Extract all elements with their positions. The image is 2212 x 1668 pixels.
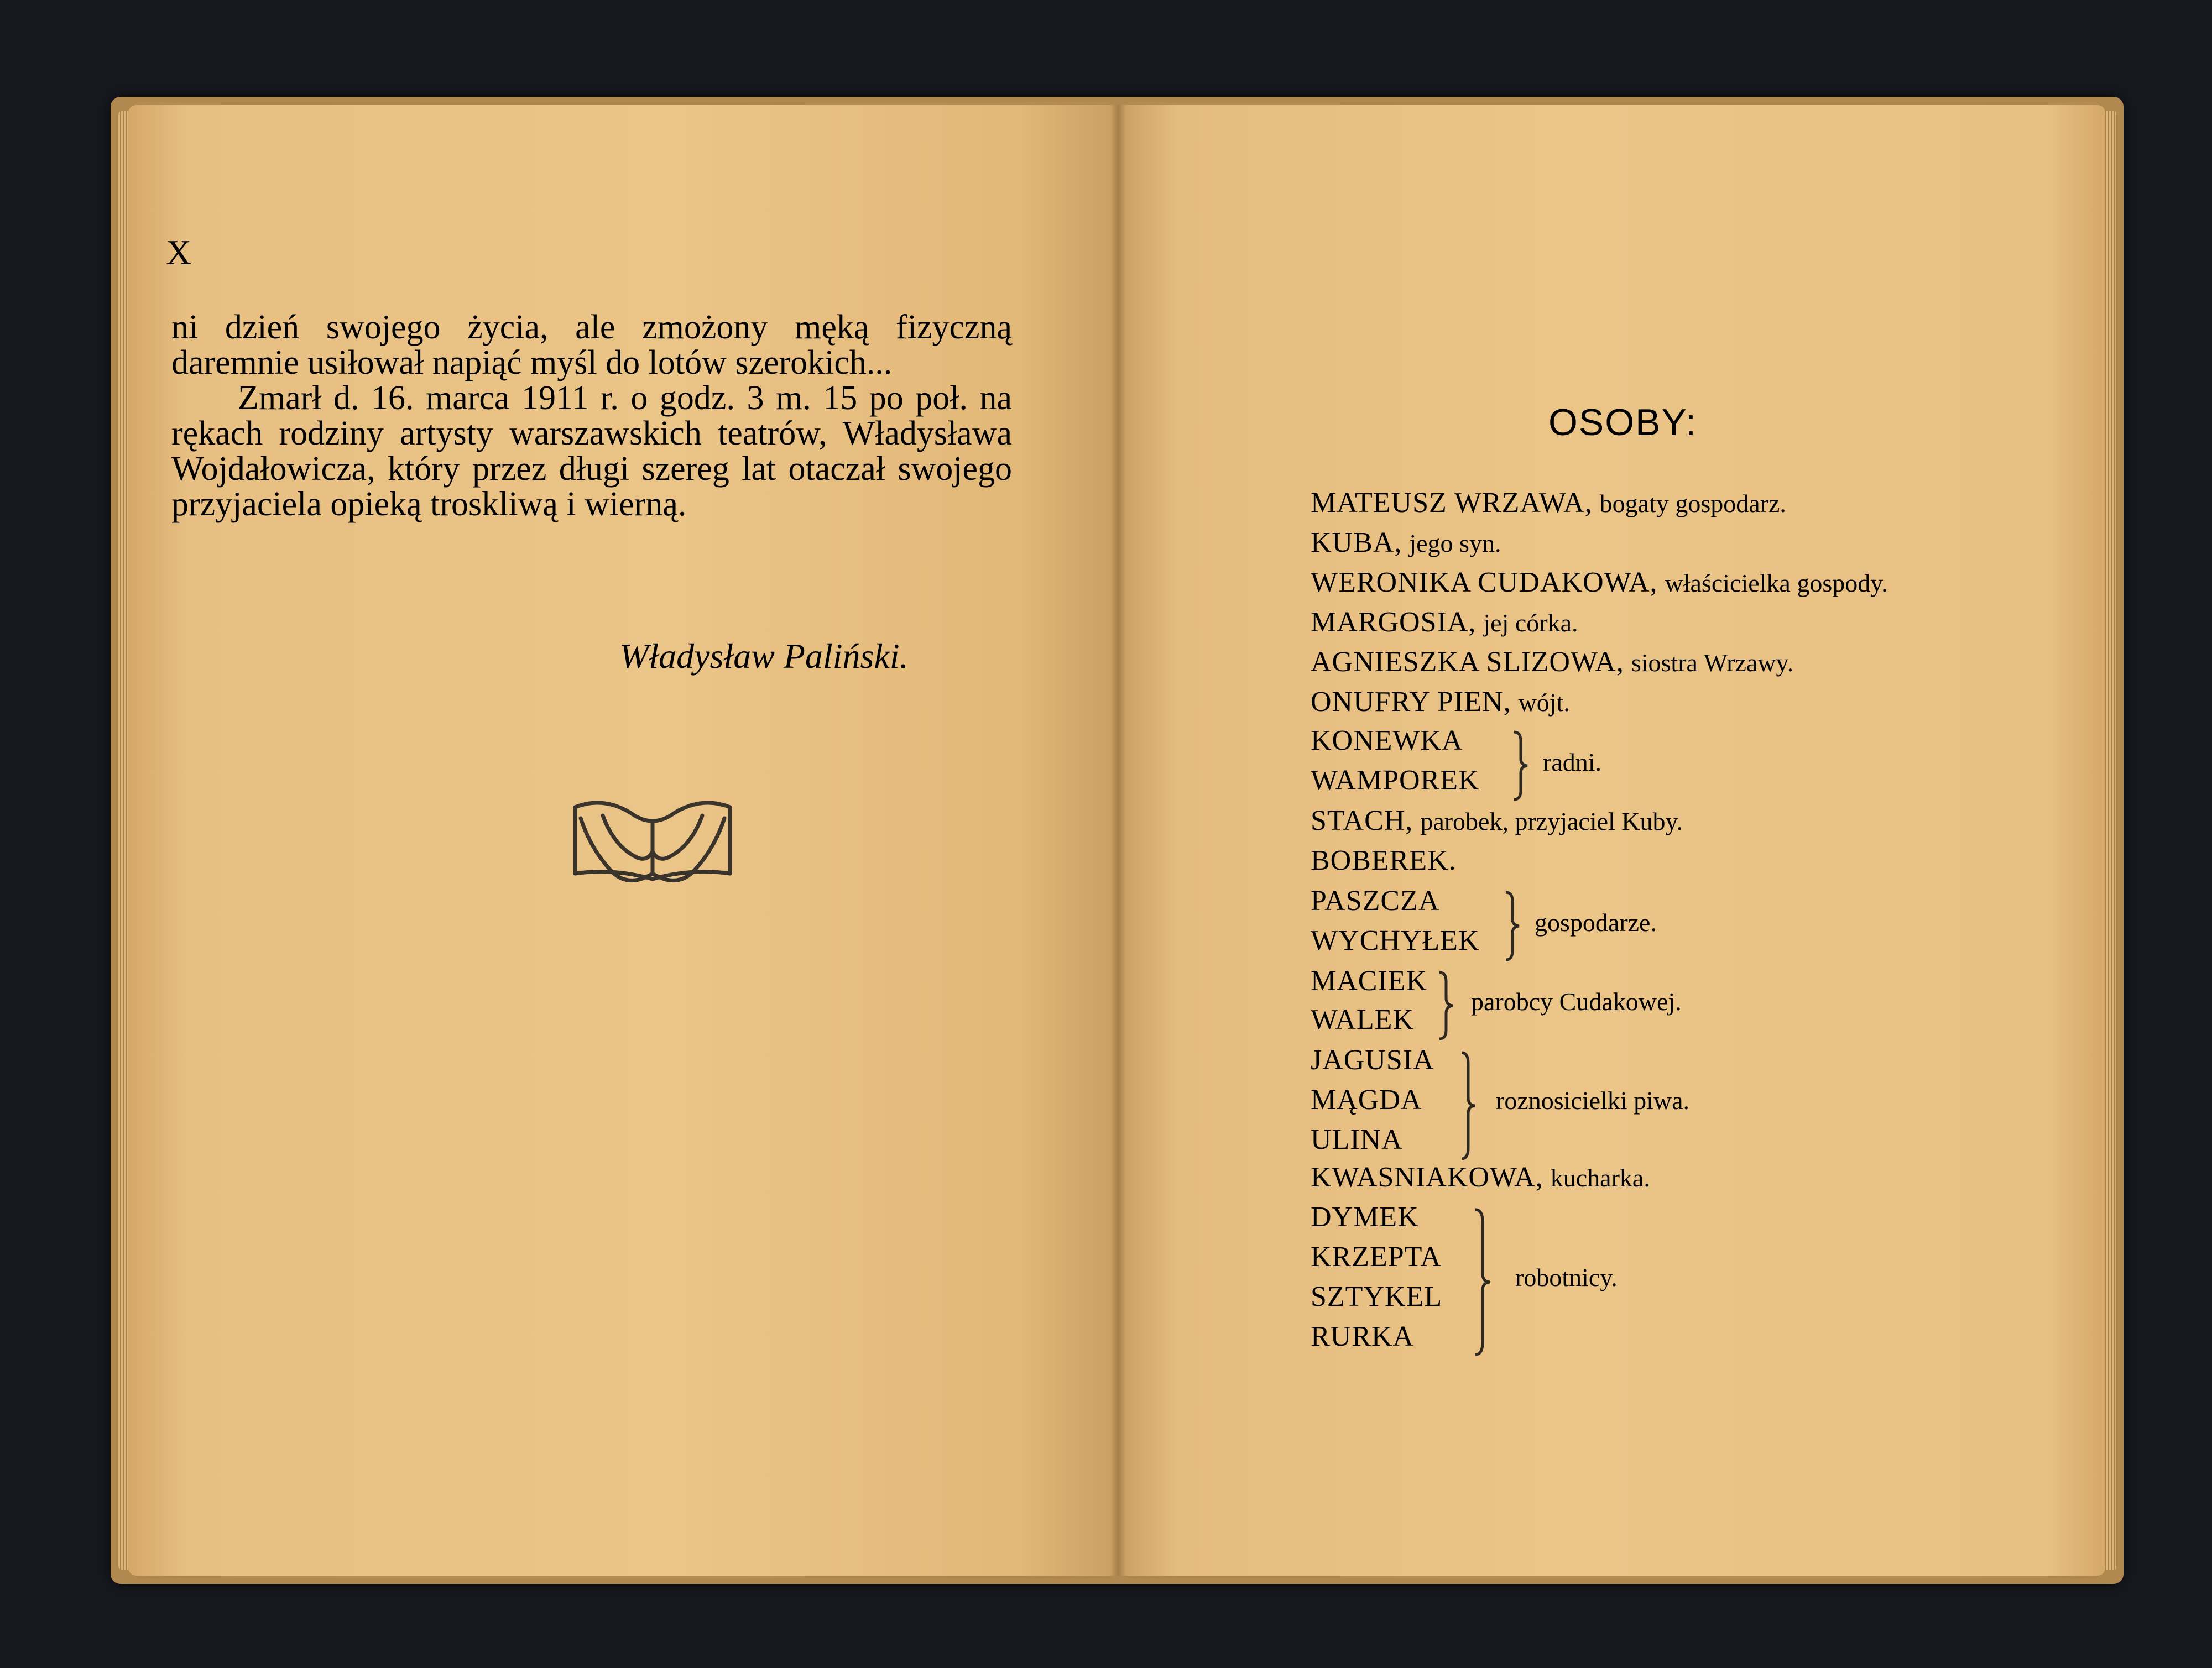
cast-row: STACH, parobek, przyjaciel Kuby. bbox=[1311, 805, 1683, 836]
cast-member: KRZEPTA bbox=[1311, 1241, 1442, 1273]
brace-icon bbox=[1457, 1050, 1479, 1161]
right-page bbox=[1118, 105, 2105, 1576]
cast-row: BOBEREK. bbox=[1311, 845, 1457, 876]
cast-group-role: gospodarze. bbox=[1535, 908, 1657, 937]
cast-heading: OSOBY: bbox=[1548, 401, 1697, 443]
cast-member: WALEK bbox=[1311, 1004, 1414, 1036]
brace-icon bbox=[1471, 1207, 1494, 1357]
cast-member: SZTYKEL bbox=[1311, 1281, 1443, 1313]
cast-row: MATEUSZ WRZAWA, bogaty gospodarz. bbox=[1311, 487, 1786, 519]
paragraph-1: ni dzień swojego życia, ale zmożony męką fizyczną daremnie usiłował napiąć myśl do lotów szerokich... bbox=[171, 308, 1012, 381]
floral-ornament-icon bbox=[570, 791, 735, 890]
cast-member: MACIEK bbox=[1311, 965, 1428, 997]
cast-row: ONUFRY PIEN, wójt. bbox=[1311, 686, 1570, 718]
book-spine bbox=[1110, 105, 1126, 1576]
cast-group-role: robotnicy. bbox=[1515, 1263, 1618, 1291]
cast-member: ULINA bbox=[1311, 1124, 1403, 1155]
cast-member: DYMEK bbox=[1311, 1201, 1419, 1233]
cast-group-role: radni. bbox=[1543, 748, 1602, 776]
cast-member: WYCHYŁEK bbox=[1311, 925, 1480, 956]
page-stack-right bbox=[2105, 111, 2117, 1570]
cast-group-role: roznosicielki piwa. bbox=[1496, 1086, 1690, 1115]
cast-row: AGNIESZKA SLIZOWA, siostra Wrzawy. bbox=[1311, 646, 1794, 678]
brace-icon bbox=[1435, 970, 1457, 1041]
cast-group-role: parobcy Cudakowej. bbox=[1471, 987, 1682, 1016]
cast-member: PASZCZA bbox=[1311, 885, 1440, 917]
paragraph-2: Zmarł d. 16. marca 1911 r. o godz. 3 m. 15 po poł. na rękach rodziny artysty warszawskich teatrów, Władysława Wojdałowicza, który przez długi szereg lat otaczał swojego przyjaciela opieką troskliwą i wierną. bbox=[171, 379, 1012, 523]
author-signature: Władysław Paliński. bbox=[619, 636, 909, 676]
cast-member: WAMPOREK bbox=[1311, 765, 1480, 796]
cast-row: WERONIKA CUDAKOWA, właścicielka gospody. bbox=[1311, 567, 1888, 598]
cast-member: MĄGDA bbox=[1311, 1084, 1422, 1116]
brace-icon bbox=[1501, 890, 1524, 962]
page-number: X bbox=[166, 233, 192, 272]
prose-text bbox=[171, 310, 1012, 522]
cast-row: KWASNIAKOWA, kucharka. bbox=[1311, 1162, 1650, 1193]
page-stack-left bbox=[118, 111, 128, 1570]
brace-icon bbox=[1510, 730, 1532, 802]
cast-member: KONEWKA bbox=[1311, 725, 1463, 756]
cast-member: RURKA bbox=[1311, 1321, 1415, 1352]
cast-row: KUBA, jego syn. bbox=[1311, 527, 1501, 558]
cast-member: JAGUSIA bbox=[1311, 1044, 1434, 1076]
cast-row: MARGOSIA, jej córka. bbox=[1311, 606, 1578, 638]
